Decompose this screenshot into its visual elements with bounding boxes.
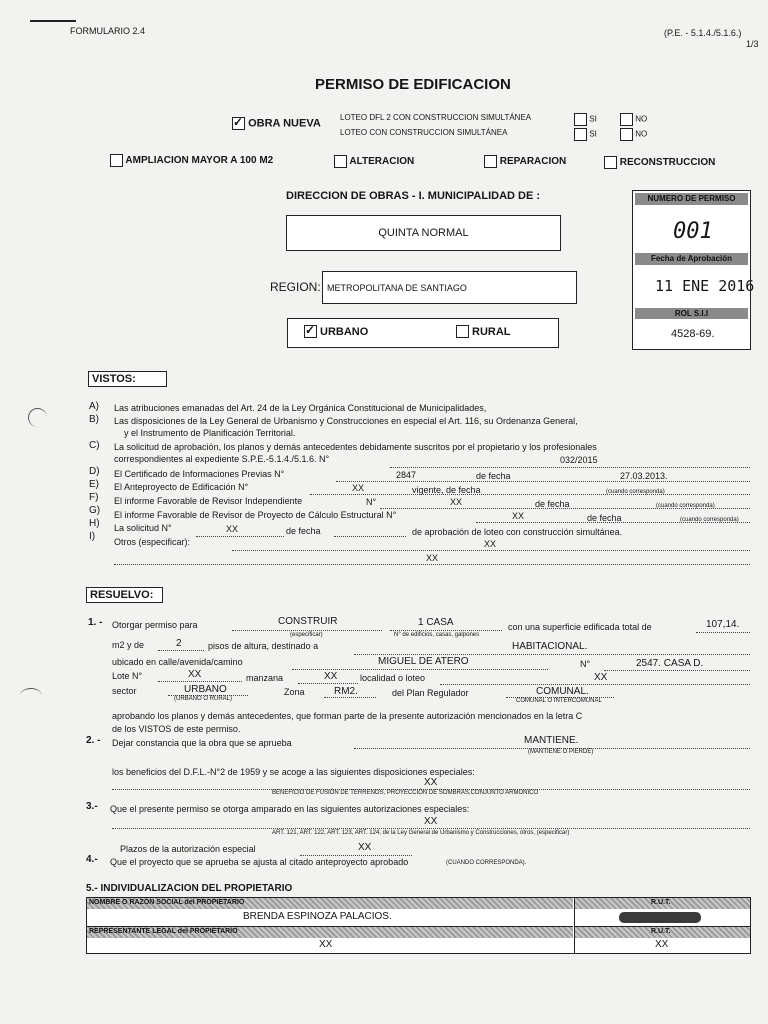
anteproyecto-note: (cuando corresponda) bbox=[606, 489, 665, 495]
propietario-nombre: BRENDA ESPINOZA PALACIOS. bbox=[243, 911, 392, 922]
numero-permiso-value: 001 bbox=[673, 219, 713, 244]
propietario-table bbox=[86, 897, 751, 954]
checkbox[interactable] bbox=[574, 128, 587, 141]
vistos-c-text-2: correspondientes al expediente S.P.E.-5.1.4./5.1.6. N° bbox=[114, 454, 330, 464]
resuelvo-1-text: Otorgar permiso para bbox=[112, 620, 198, 630]
page-title: PERMISO DE EDIFICACION bbox=[315, 76, 511, 93]
sector-label: sector bbox=[112, 686, 137, 696]
superficie-label: con una superficie edificada total de bbox=[508, 622, 652, 632]
revisor-note: (cuando corresponda) bbox=[656, 503, 715, 509]
urbano-checkbox[interactable] bbox=[304, 325, 317, 338]
resuelvo-1-num: 1. - bbox=[88, 617, 103, 628]
rural-checkbox[interactable] bbox=[456, 325, 469, 338]
obra-nueva-label: OBRA NUEVA bbox=[248, 117, 321, 130]
vistos-a-key: A) bbox=[89, 401, 99, 412]
localidad-line bbox=[440, 684, 750, 685]
solicitud-rest: de aprobación de loteo con construcción simultánea. bbox=[412, 527, 623, 537]
vistos-i-text: Otros (especificar): bbox=[114, 537, 191, 547]
resuelvo-5-title: 5.- INDIVIDUALIZACION DEL PROPIETARIO bbox=[86, 883, 293, 894]
revisor-fecha-label: de fecha bbox=[535, 499, 570, 509]
autorizaciones-line bbox=[112, 828, 750, 829]
cip-line bbox=[336, 481, 750, 482]
expediente-value: 032/2015 bbox=[560, 455, 598, 465]
solicitud-fecha-label: de fecha bbox=[286, 526, 321, 536]
reconstruccion-option[interactable] bbox=[604, 156, 715, 169]
nombre-header-cell bbox=[87, 898, 573, 909]
plan-value: COMUNAL. bbox=[536, 686, 589, 697]
beneficios-note: BENEFICIO DE FUSIÓN DE TERRENOS, PROYECCIÓN DE SOMBRAS,CONJUNTO ARMONICO bbox=[272, 790, 539, 796]
pisos-value: 2 bbox=[176, 638, 182, 649]
ref-code: (P.E. - 5.1.4./5.1.6.) bbox=[664, 28, 742, 38]
calle-line bbox=[292, 669, 548, 670]
cip-fecha-label: de fecha bbox=[476, 471, 511, 481]
reconstruccion-label: RECONSTRUCCION bbox=[619, 157, 716, 169]
lote-value: XX bbox=[188, 669, 202, 680]
autorizaciones-note: ART. 121, ART. 122, ART. 123, ART. 124, de la Ley General de Urbanismo y Construcciones, otros, (especificar) bbox=[272, 830, 570, 836]
otros-line-1 bbox=[232, 550, 750, 551]
calle-value: MIGUEL DE ATERO bbox=[378, 656, 469, 667]
obra-nueva-option[interactable] bbox=[232, 117, 321, 130]
checkbox[interactable] bbox=[620, 113, 633, 126]
punch-hole-mark bbox=[28, 408, 47, 427]
municipalidad-field[interactable]: QUINTA NORMAL bbox=[286, 215, 561, 251]
plan-note: COMUNAL O INTERCOMUNAL bbox=[516, 698, 602, 704]
ampliacion-option[interactable] bbox=[110, 154, 273, 167]
obra-nueva-checkbox[interactable] bbox=[232, 117, 245, 130]
fecha-aprobacion-header: Fecha de Aprobación bbox=[635, 253, 748, 265]
calculo-note: (cuando corresponda) bbox=[680, 517, 739, 523]
vistos-e-text: El Anteproyecto de Edificación N° bbox=[114, 482, 249, 492]
solicitud-line bbox=[196, 536, 284, 537]
region-label: REGION: bbox=[270, 280, 321, 294]
reparacion-label: REPARACION bbox=[499, 156, 567, 168]
permiso-tipo-line bbox=[232, 630, 382, 631]
form-code: FORMULARIO 2.4 bbox=[70, 26, 146, 36]
vistos-g-key: G) bbox=[89, 505, 101, 516]
vistos-b-key: B) bbox=[89, 414, 99, 425]
manzana-value: XX bbox=[324, 671, 338, 682]
region-field[interactable]: METROPOLITANA DE SANTIAGO bbox=[322, 271, 577, 304]
rep-header: REPRESENTANTE LEGAL del PROPIETARIO bbox=[89, 928, 238, 935]
calculo-fecha-label: de fecha bbox=[587, 513, 622, 523]
aprobando-text: aprobando los planos y demás antecedentes, que forman parte de la presente autorización mencionados en la letra C bbox=[112, 711, 583, 721]
dfl2-note: (MANTIENE O PIERDE) bbox=[528, 749, 594, 755]
direccion-label: DIRECCION DE OBRAS - I. MUNICIPALIDAD DE : bbox=[286, 190, 541, 202]
aprobando-text-2: de los VISTOS de este permiso. bbox=[112, 724, 241, 734]
urbano-label: URBANO bbox=[320, 326, 369, 338]
beneficios-text: los beneficios del D.F.L.-N°2 de 1959 y se acoge a las siguientes disposiciones especiales: bbox=[112, 767, 475, 777]
numero-label: N° bbox=[580, 659, 591, 669]
permiso-cantidad-note: N° de edificios, casas, galpones bbox=[394, 632, 480, 638]
cip-number: 2847 bbox=[396, 470, 417, 480]
manzana-label: manzana bbox=[246, 673, 284, 683]
no-label: NO bbox=[635, 114, 648, 124]
nombre-header: NOMBRE O RAZÓN SOCIAL del PROPIETARIO bbox=[89, 899, 245, 906]
loteo-dfl2-label: LOTEO DFL 2 CON CONSTRUCCION SIMULTÁNEA bbox=[340, 113, 532, 122]
numero-value: 2547. CASA D. bbox=[636, 658, 704, 669]
vistos-f-text: El informe Favorable de Revisor Independiente bbox=[114, 496, 303, 506]
vistos-b-text-2: y el Instrumento de Planificación Territorial. bbox=[124, 428, 296, 438]
permiso-tipo-note: (especificar) bbox=[290, 632, 323, 638]
permiso-cantidad-line bbox=[390, 630, 502, 631]
vistos-g-text: El informe Favorable de Revisor de Proyecto de Cálculo Estructural N° bbox=[114, 510, 397, 520]
area-selector bbox=[287, 318, 559, 348]
si-label: SI bbox=[589, 114, 597, 124]
page-number: 1/3 bbox=[746, 39, 759, 49]
lote-label: Lote N° bbox=[112, 671, 143, 681]
permiso-tipo: CONSTRUIR bbox=[278, 616, 338, 627]
localidad-label: localidad o loteo bbox=[360, 673, 426, 683]
checkbox[interactable] bbox=[334, 155, 347, 168]
vistos-i-key: I) bbox=[89, 531, 96, 542]
vistos-b-text: Las disposiciones de la Ley General de Urbanismo y Construcciones en especial el Art. 116, su Ordenanza General, bbox=[114, 416, 578, 426]
resuelvo-title: RESUELVO: bbox=[86, 587, 163, 603]
localidad-value: XX bbox=[594, 672, 608, 683]
permit-info-box bbox=[632, 190, 755, 350]
vistos-h-key: H) bbox=[89, 518, 100, 529]
revisor-number: XX bbox=[450, 497, 463, 507]
plazos-value: XX bbox=[358, 842, 372, 853]
vistos-e-key: E) bbox=[89, 479, 99, 490]
ubicado-label: ubicado en calle/avenida/camino bbox=[112, 657, 243, 667]
sector-note: (URBANO O RURAL) bbox=[174, 696, 233, 702]
rut-redacted bbox=[619, 912, 701, 923]
otros-value-1: XX bbox=[484, 539, 497, 549]
reparacion-option[interactable] bbox=[484, 155, 566, 168]
numero-line bbox=[604, 670, 750, 671]
loteo-con-no[interactable] bbox=[620, 128, 647, 141]
numero-permiso-header: NUMERO DE PERMISO bbox=[635, 193, 748, 205]
plazos-label: Plazos de la autorización especial bbox=[120, 844, 256, 854]
rep-rut-header-cell bbox=[575, 926, 750, 938]
rut-header-cell bbox=[575, 898, 750, 909]
destino-value: HABITACIONAL. bbox=[512, 641, 588, 652]
beneficios-value: XX bbox=[424, 777, 438, 788]
vistos-f-key: F) bbox=[89, 492, 99, 503]
zona-value: RM2. bbox=[334, 686, 358, 697]
checkbox[interactable] bbox=[604, 156, 617, 169]
form-code-strike bbox=[30, 20, 76, 22]
resuelvo-2-text: Dejar constancia que la obra que se aprueba bbox=[112, 738, 292, 748]
solicitud-number: XX bbox=[226, 524, 239, 534]
representante-rut-value: XX bbox=[655, 939, 669, 950]
vistos-c-text: La solicitud de aprobación, los planos y demás antecedentes debidamente suscritos por el propietario y los profesionales bbox=[114, 442, 597, 452]
zona-label: Zona bbox=[284, 687, 305, 697]
lote-line bbox=[158, 681, 242, 682]
alteracion-option[interactable] bbox=[334, 155, 414, 168]
m2-label: m2 y de bbox=[112, 640, 145, 650]
revisor-n-label: N° bbox=[366, 497, 377, 507]
revisor-line bbox=[380, 508, 750, 509]
rut-header: R.U.T. bbox=[651, 899, 671, 906]
vistos-title: VISTOS: bbox=[88, 371, 167, 387]
loteo-dfl2-no[interactable] bbox=[620, 113, 647, 126]
checkbox[interactable] bbox=[484, 155, 497, 168]
checkbox[interactable] bbox=[110, 154, 123, 167]
pisos-line bbox=[158, 650, 204, 651]
rural-label: RURAL bbox=[472, 326, 511, 338]
solicitud-fecha-line bbox=[334, 536, 406, 537]
expediente-line bbox=[390, 467, 750, 468]
otros-line-2 bbox=[114, 564, 750, 565]
anteproyecto-vigente: vigente, de fecha bbox=[412, 485, 481, 495]
plazos-line bbox=[300, 855, 412, 856]
manzana-line bbox=[298, 683, 358, 684]
vistos-a-text: Las atribuciones emanadas del Art. 24 de la Ley Orgánica Constitucional de Municipalidades, bbox=[114, 403, 487, 413]
dfl2-value: MANTIENE. bbox=[524, 735, 579, 746]
otros-value-2: XX bbox=[426, 553, 439, 563]
checkbox[interactable] bbox=[574, 113, 587, 126]
anteproyecto-line bbox=[310, 494, 750, 495]
loteo-con-label: LOTEO CON CONSTRUCCION SIMULTÁNEA bbox=[340, 128, 508, 137]
autorizaciones-value: XX bbox=[424, 816, 438, 827]
no-label: NO bbox=[635, 129, 648, 139]
fecha-aprobacion-value: 11 ENE 2016 bbox=[655, 277, 755, 295]
rep-rut-header: R.U.T. bbox=[651, 928, 671, 935]
resuelvo-4-note: (CUANDO CORRESPONDA). bbox=[446, 860, 527, 866]
zona-line bbox=[324, 697, 376, 698]
destino-line bbox=[354, 654, 750, 655]
resuelvo-2-num: 2. - bbox=[86, 735, 101, 746]
vistos-d-text: El Certificado de Informaciones Previas N° bbox=[114, 469, 285, 479]
checkbox[interactable] bbox=[620, 128, 633, 141]
anteproyecto-number: XX bbox=[352, 483, 365, 493]
vistos-d-key: D) bbox=[89, 466, 100, 477]
rep-header-cell bbox=[87, 926, 573, 938]
vistos-c-key: C) bbox=[89, 440, 100, 451]
resuelvo-3-text: Que el presente permiso se otorga amparado en las siguientes autorizaciones especiales: bbox=[110, 804, 470, 814]
loteo-dfl2-si[interactable] bbox=[574, 113, 597, 126]
loteo-con-si[interactable] bbox=[574, 128, 597, 141]
calculo-line bbox=[476, 522, 750, 523]
representante-value: XX bbox=[319, 939, 333, 950]
si-label: SI bbox=[589, 129, 597, 139]
resuelvo-4-num: 4.- bbox=[86, 854, 98, 865]
alteracion-label: ALTERACION bbox=[349, 156, 415, 168]
rol-header: ROL S.I.I bbox=[635, 308, 748, 319]
resuelvo-3-num: 3.- bbox=[86, 801, 98, 812]
cip-fecha-value: 27.03.2013. bbox=[620, 471, 668, 481]
resuelvo-4-text: Que el proyecto que se aprueba se ajusta al citado anteproyecto aprobado bbox=[110, 857, 409, 867]
superficie-line bbox=[696, 632, 750, 633]
sector-value: URBANO bbox=[184, 684, 227, 695]
punch-hole-mark bbox=[20, 688, 42, 703]
vistos-h-text: La solicitud N° bbox=[114, 523, 172, 533]
rol-value: 4528-69. bbox=[671, 328, 715, 340]
permiso-cantidad: 1 CASA bbox=[418, 617, 454, 628]
superficie-value: 107,14. bbox=[706, 619, 740, 630]
plan-label: del Plan Regulador bbox=[392, 688, 469, 698]
pisos-label: pisos de altura, destinado a bbox=[208, 641, 319, 651]
ampliacion-label: AMPLIACION MAYOR A 100 M2 bbox=[125, 155, 274, 167]
calculo-number: XX bbox=[512, 511, 525, 521]
